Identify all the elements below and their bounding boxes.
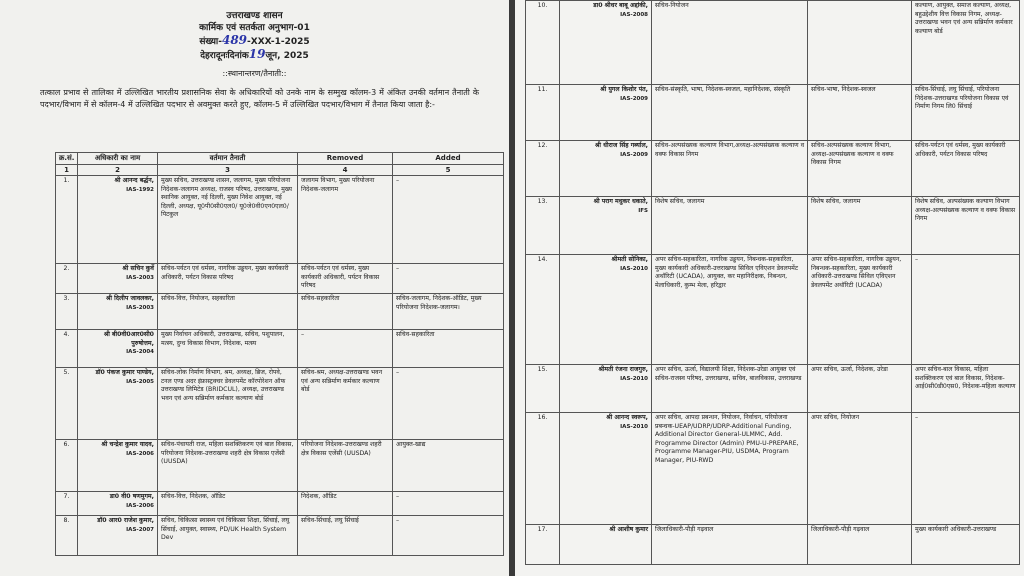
table-number-row: 1 2 3 4 5 — [56, 164, 504, 176]
table-row — [526, 255, 1020, 365]
table-row — [526, 141, 1020, 197]
officer-name: श्रीमती रंजना राजगुरु, — [598, 366, 648, 373]
added-cell: सचिव-सहकारिता — [393, 330, 504, 368]
service-batch: IAS-2006 — [126, 450, 154, 457]
transfer-table-right — [525, 0, 1020, 565]
table-row — [56, 440, 504, 492]
officer-name: श्री आनन्द स्वरूप, — [606, 414, 648, 421]
current-posting-cell: अपर सचिव-सहकारिता, नागरिक उड्डयन, निबन्धक-सहकारिता, मुख्य कार्यकारी अधिकारी-उत्तराखण्ड सिविल एविएशन डेवलपमेंट अथॉरिटी (UCADA), आयुक्त, कर महानिरीक्षक, निबन्धन, मेलाधिकारी, कुम्भ मेला, हरिद्वार — [652, 255, 808, 365]
service-batch: IAS-2010 — [620, 265, 648, 272]
serial-cell: 11. — [526, 85, 560, 141]
serial-cell: 5. — [56, 368, 78, 440]
current-posting-cell: सचिव-नियोजन — [652, 1, 808, 85]
added-cell: अपर सचिव-बाल विकास, महिला सशक्तिकरण एवं बाल विकास, निदेशक-आई0सी0डी0एस0, निदेशक-महिला कल्याण — [912, 365, 1020, 413]
table-row — [56, 368, 504, 440]
serial-cell: 4. — [56, 330, 78, 368]
officer-name: डा0 श्रीधर बाबू अद्दांकी, — [593, 2, 648, 9]
officer-name-cell — [78, 516, 158, 556]
officer-name: श्रीमती सोनिका, — [611, 256, 648, 263]
serial-cell: 15. — [526, 365, 560, 413]
table-row — [56, 516, 504, 556]
current-posting-cell: सचिव, चिकित्सा स्वास्थ्य एवं चिकित्सा शिक्षा, सिंचाई, लघु सिंचाई, आयुक्त, स्वास्थ्य, PD/UK Health System Dev — [158, 516, 298, 556]
current-posting-cell: विशेष सचिव, जलागम — [652, 197, 808, 255]
table-row — [56, 264, 504, 294]
serial-cell: 3. — [56, 294, 78, 330]
officer-name-cell — [560, 413, 652, 525]
officer-name-cell — [560, 255, 652, 365]
serial-cell: 6. — [56, 440, 78, 492]
serial-cell: 8. — [56, 516, 78, 556]
officer-name-cell — [78, 176, 158, 264]
serial-cell: 13. — [526, 197, 560, 255]
added-cell: – — [393, 368, 504, 440]
added-cell: कल्याण, आयुक्त, समाज कल्याण, अध्यक्ष, बहुउद्देशीय वित्त विकास निगम, अध्यक्ष-उत्तराखण्ड भवन एवं अन्य सन्निर्माण कर्मकार कल्याण बोर्ड — [912, 1, 1020, 85]
left-document-page — [0, 0, 509, 576]
serial-cell: 16. — [526, 413, 560, 525]
serial-cell: 14. — [526, 255, 560, 365]
added-cell: सचिव-सिंचाई, लघु सिंचाई, परियोजना निदेशक-उत्तराखण्ड परियोजना विकास एवं निर्माण निगम लि0 सिंचाई — [912, 85, 1020, 141]
removed-cell: सचिव-सिंचाई, लघु सिंचाई — [298, 516, 393, 556]
officer-name-cell — [560, 141, 652, 197]
col-current-header: वर्तमान तैनाती — [158, 153, 298, 165]
removed-cell: सचिव-अल्पसंख्यक कल्याण विभाग, अध्यक्ष-अल्पसंख्यक कल्याण व वक्फ विकास निगम — [808, 141, 912, 197]
table-row — [56, 176, 504, 264]
removed-cell: परियोजना निदेशक-उत्तराखण्ड शहरी क्षेत्र विकास एजेंसी (UUSDA) — [298, 440, 393, 492]
officer-name-cell — [78, 264, 158, 294]
transfer-table-left — [55, 152, 504, 556]
current-posting-cell: सचिव-संस्कृति, भाषा, निदेशक-स्वजल, महानिदेशक, संस्कृति — [652, 85, 808, 141]
service-batch: IAS-2009 — [620, 151, 648, 158]
removed-cell: विशेष सचिव, जलागम — [808, 197, 912, 255]
subject-line: ::स्थानान्तरण/तैनाती:: — [222, 69, 287, 78]
current-posting-cell: सचिव-वित्त, नियोजन, सहकारिता — [158, 294, 298, 330]
service-batch: IAS-2009 — [620, 95, 648, 102]
intro-paragraph: तत्काल प्रभाव से तालिका में उल्लिखित भारतीय प्रशासनिक सेवा के अधिकारियों को उनके नाम के सम्मुख कॉलम-3 में अंकित उनकी वर्तमान तैनाती के पदभार/विभाग में से कॉलम-4 में उल्लिखित पदभार से अवमुक्त करते हुए, कॉलम-5 में उल्लिखित पदभार/विभाग में तैनात किया जाता है:- — [40, 88, 479, 109]
table-row — [56, 294, 504, 330]
col-serial-header: क्र.सं. — [56, 153, 78, 165]
current-posting-cell: सचिव-लोक निर्माण विभाग, श्रम, अध्यक्ष, ब्रिज, रोपवे, टनल एण्ड अदर इंफ्रास्ट्रक्चर डेवलपमेंट कॉरपोरेशन ऑफ उत्तराखण्ड लिमिटेड (BRIDCUL), अध्यक्ष, उत्तराखण्ड भवन एवं अन्य सन्निर्माण कर्मकार कल्याण बोर्ड — [158, 368, 298, 440]
removed-cell: सचिव-श्रम, अध्यक्ष-उत्तराखण्ड भवन एवं अन्य सन्निर्माण कर्मकार कल्याण बोर्ड — [298, 368, 393, 440]
removed-cell: – — [298, 330, 393, 368]
table-row — [526, 85, 1020, 141]
officer-name: डॉ0 आर0 राजेश कुमार, — [97, 517, 154, 524]
current-posting-cell: मुख्य निर्वाचन अधिकारी, उत्तराखण्ड, सचिव, पशुपालन, मत्स्य, दुग्ध विकास विभाग, निदेशक, मत्स्य — [158, 330, 298, 368]
officer-name: श्री सचिन कुर्वे — [122, 265, 154, 272]
officer-name: डा0 वी0 षणमुगम, — [109, 493, 154, 500]
current-posting-cell: सचिव-पंचायती राज, महिला सशक्तिकरण एवं बाल विकास, परियोजना निदेशक-उत्तराखण्ड शहरी क्षेत्र विकास एजेंसी (UUSDA) — [158, 440, 298, 492]
service-batch: IAS-2004 — [126, 349, 154, 355]
removed-cell: जिलाधिकारी-पौड़ी गढ़वाल — [808, 525, 912, 565]
current-posting-cell: सचिव-वित्त, निदेशक, ऑडिट — [158, 492, 298, 516]
officer-name-cell — [78, 492, 158, 516]
serial-cell: 2. — [56, 264, 78, 294]
service-batch: IAS-2008 — [620, 11, 648, 18]
added-cell: – — [393, 176, 504, 264]
officer-name: श्री आशीष कुमार — [609, 526, 648, 533]
government-name: उत्तराखण्ड शासन — [226, 11, 283, 21]
added-cell: – — [912, 255, 1020, 365]
table-row — [526, 1, 1020, 85]
table-row — [56, 330, 504, 368]
removed-cell: निदेशक, ऑडिट — [298, 492, 393, 516]
letter-header — [0, 0, 509, 62]
current-posting-cell: सचिव-अल्पसंख्यक कल्याण विभाग,अध्यक्ष-अल्पसंख्यक कल्याण व वक्फ विकास निगम — [652, 141, 808, 197]
service-batch: IAS-2003 — [126, 274, 154, 281]
added-cell: आयुक्त-खाद्य — [393, 440, 504, 492]
handwritten-number: 489 — [221, 33, 248, 47]
added-cell: सचिव-जलागम, निदेशक-ऑडिट, मुख्य परियोजना निदेशक-जलागम। — [393, 294, 504, 330]
officer-name: श्री धीराज सिंह गर्ब्याल, — [595, 142, 648, 149]
officer-name-cell — [560, 197, 652, 255]
officer-name-cell — [78, 440, 158, 492]
removed-cell: अपर सचिव, नियोजन — [808, 413, 912, 525]
table-row — [526, 525, 1020, 565]
table-row — [526, 365, 1020, 413]
added-cell: मुख्य कार्यकारी अधिकारी-उत्तराखण्ड — [912, 525, 1020, 565]
officer-name: श्री युगल किशोर पंत, — [600, 86, 648, 93]
service-batch: IAS-2003 — [126, 304, 154, 311]
serial-cell: 12. — [526, 141, 560, 197]
officer-name-cell — [78, 330, 158, 368]
officer-name: श्री पराग मधुकर धकाते, — [593, 198, 648, 205]
officer-name: श्री आनन्द बर्द्धन, — [114, 177, 154, 184]
service-batch: IAS-2010 — [620, 423, 648, 430]
officer-name-cell — [78, 368, 158, 440]
removed-cell: अपर सचिव, ऊर्जा, निदेशक, उरेडा — [808, 365, 912, 413]
table-row — [526, 413, 1020, 525]
added-cell: – — [393, 264, 504, 294]
removed-cell: सचिव-भाषा, निदेशक-स्वजल — [808, 85, 912, 141]
service-batch: IFS — [638, 207, 648, 214]
officer-name-cell — [78, 294, 158, 330]
officer-name-cell — [560, 1, 652, 85]
table-header-row — [56, 153, 504, 165]
current-posting-cell: मुख्य सचिव, उत्तराखण्ड शासन, जलागम, मुख्य परियोजना निदेशक-जलागम अध्यक्ष, राजस्व परिषद, उत्तराखण्ड, मुख्य स्थानिक आयुक्त, नई दिल्ली, मुख्य निवेश आयुक्त, नई दिल्ली, अध्यक्ष, यू0पी0सी0एल0/ यू0जे0वी0एन0एल0/ पिटकुल — [158, 176, 298, 264]
service-batch: IAS-2007 — [126, 526, 154, 533]
removed-cell: अपर सचिव-सहकारिता, नागरिक उड्डयन, निबन्धक-सहकारिता, मुख्य कार्यकारी अधिकारी-उत्तराखण्ड सिविल एविएशन डेवलपमेंट अथॉरिटी (UCADA) — [808, 255, 912, 365]
handwritten-date: 19 — [248, 47, 266, 61]
officer-name: डॉ0 पंकज कुमार पाण्डेय, — [95, 369, 154, 376]
right-document-page — [515, 0, 1024, 576]
department-name: कार्मिक एवं सतर्कता अनुभाग-01 — [199, 23, 310, 33]
table-row — [56, 492, 504, 516]
officer-name-cell — [560, 365, 652, 413]
table-row — [526, 197, 1020, 255]
serial-cell: 10. — [526, 1, 560, 85]
service-batch: IAS-2006 — [126, 502, 154, 509]
letter-number: संख्या-489-XXX-1-2025 — [199, 33, 310, 47]
col-name-header: अधिकारी का नाम — [78, 153, 158, 165]
added-cell: विशेष सचिव, अल्पसंख्यक कल्याण विभाग अध्यक्ष-अल्पसंख्यक कल्याण व वक्फ विकास निगम — [912, 197, 1020, 255]
officer-name: श्री दिलीप जावलकर, — [106, 295, 154, 302]
current-posting-cell: अपर सचिव, आपदा प्रबन्धन, नियोजन, निर्वाचन, परियोजना प्रबन्धक-UEAP/UDRP/UDRP-Additional Funding, Additional Director General-ULMMC, Add. Programme Director (Admin) PMU-U-PREPARE, Programme Manager-PIU, USDMA, Program Manager, PIU-RWD — [652, 413, 808, 525]
current-posting-cell: जिलाधिकारी-पौड़ी गढ़वाल — [652, 525, 808, 565]
letter-date: देहरादूनःदिनांक19जून, 2025 — [200, 47, 309, 61]
added-cell: – — [393, 516, 504, 556]
added-cell: सचिव-पर्यटन एवं धर्मस्व, मुख्य कार्यकारी अधिकारी, पर्यटन विकास परिषद — [912, 141, 1020, 197]
col-removed-header: Removed — [298, 153, 393, 165]
service-batch: IAS-1992 — [126, 186, 154, 193]
added-cell: – — [393, 492, 504, 516]
current-posting-cell: अपर सचिव, ऊर्जा, विद्यालयी शिक्षा, निदेशक-उरेडा आयुक्त एवं सचिव-राजस्व परिषद, उत्तराखण्ड, सचिव, बालविकास, उत्तराखण्ड — [652, 365, 808, 413]
officer-name: श्री चन्द्रेश कुमार यादव, — [101, 441, 154, 448]
added-cell: – — [912, 413, 1020, 525]
removed-cell: सचिव-सहकारिता — [298, 294, 393, 330]
current-posting-cell: सचिव-पर्यटन एवं धर्मस्व, नागरिक उड्डयन, मुख्य कार्यकारी अधिकारी, पर्यटन विकास परिषद — [158, 264, 298, 294]
officer-name-cell — [560, 85, 652, 141]
serial-cell: 17. — [526, 525, 560, 565]
serial-cell: 7. — [56, 492, 78, 516]
serial-cell: 1. — [56, 176, 78, 264]
removed-cell: जलागम विभाग, मुख्य परियोजना निदेशक-जलागम — [298, 176, 393, 264]
service-batch: IAS-2005 — [126, 378, 154, 385]
removed-cell — [808, 1, 912, 85]
col-added-header: Added — [393, 153, 504, 165]
service-batch: IAS-2010 — [620, 375, 648, 382]
officer-name: श्री बी0वी0आर0सी0 पुरुषोत्तम, — [103, 331, 154, 347]
removed-cell: सचिव-पर्यटन एवं धर्मस्व, मुख्य कार्यकारी अधिकारी, पर्यटन विकास परिषद — [298, 264, 393, 294]
officer-name-cell — [560, 525, 652, 565]
